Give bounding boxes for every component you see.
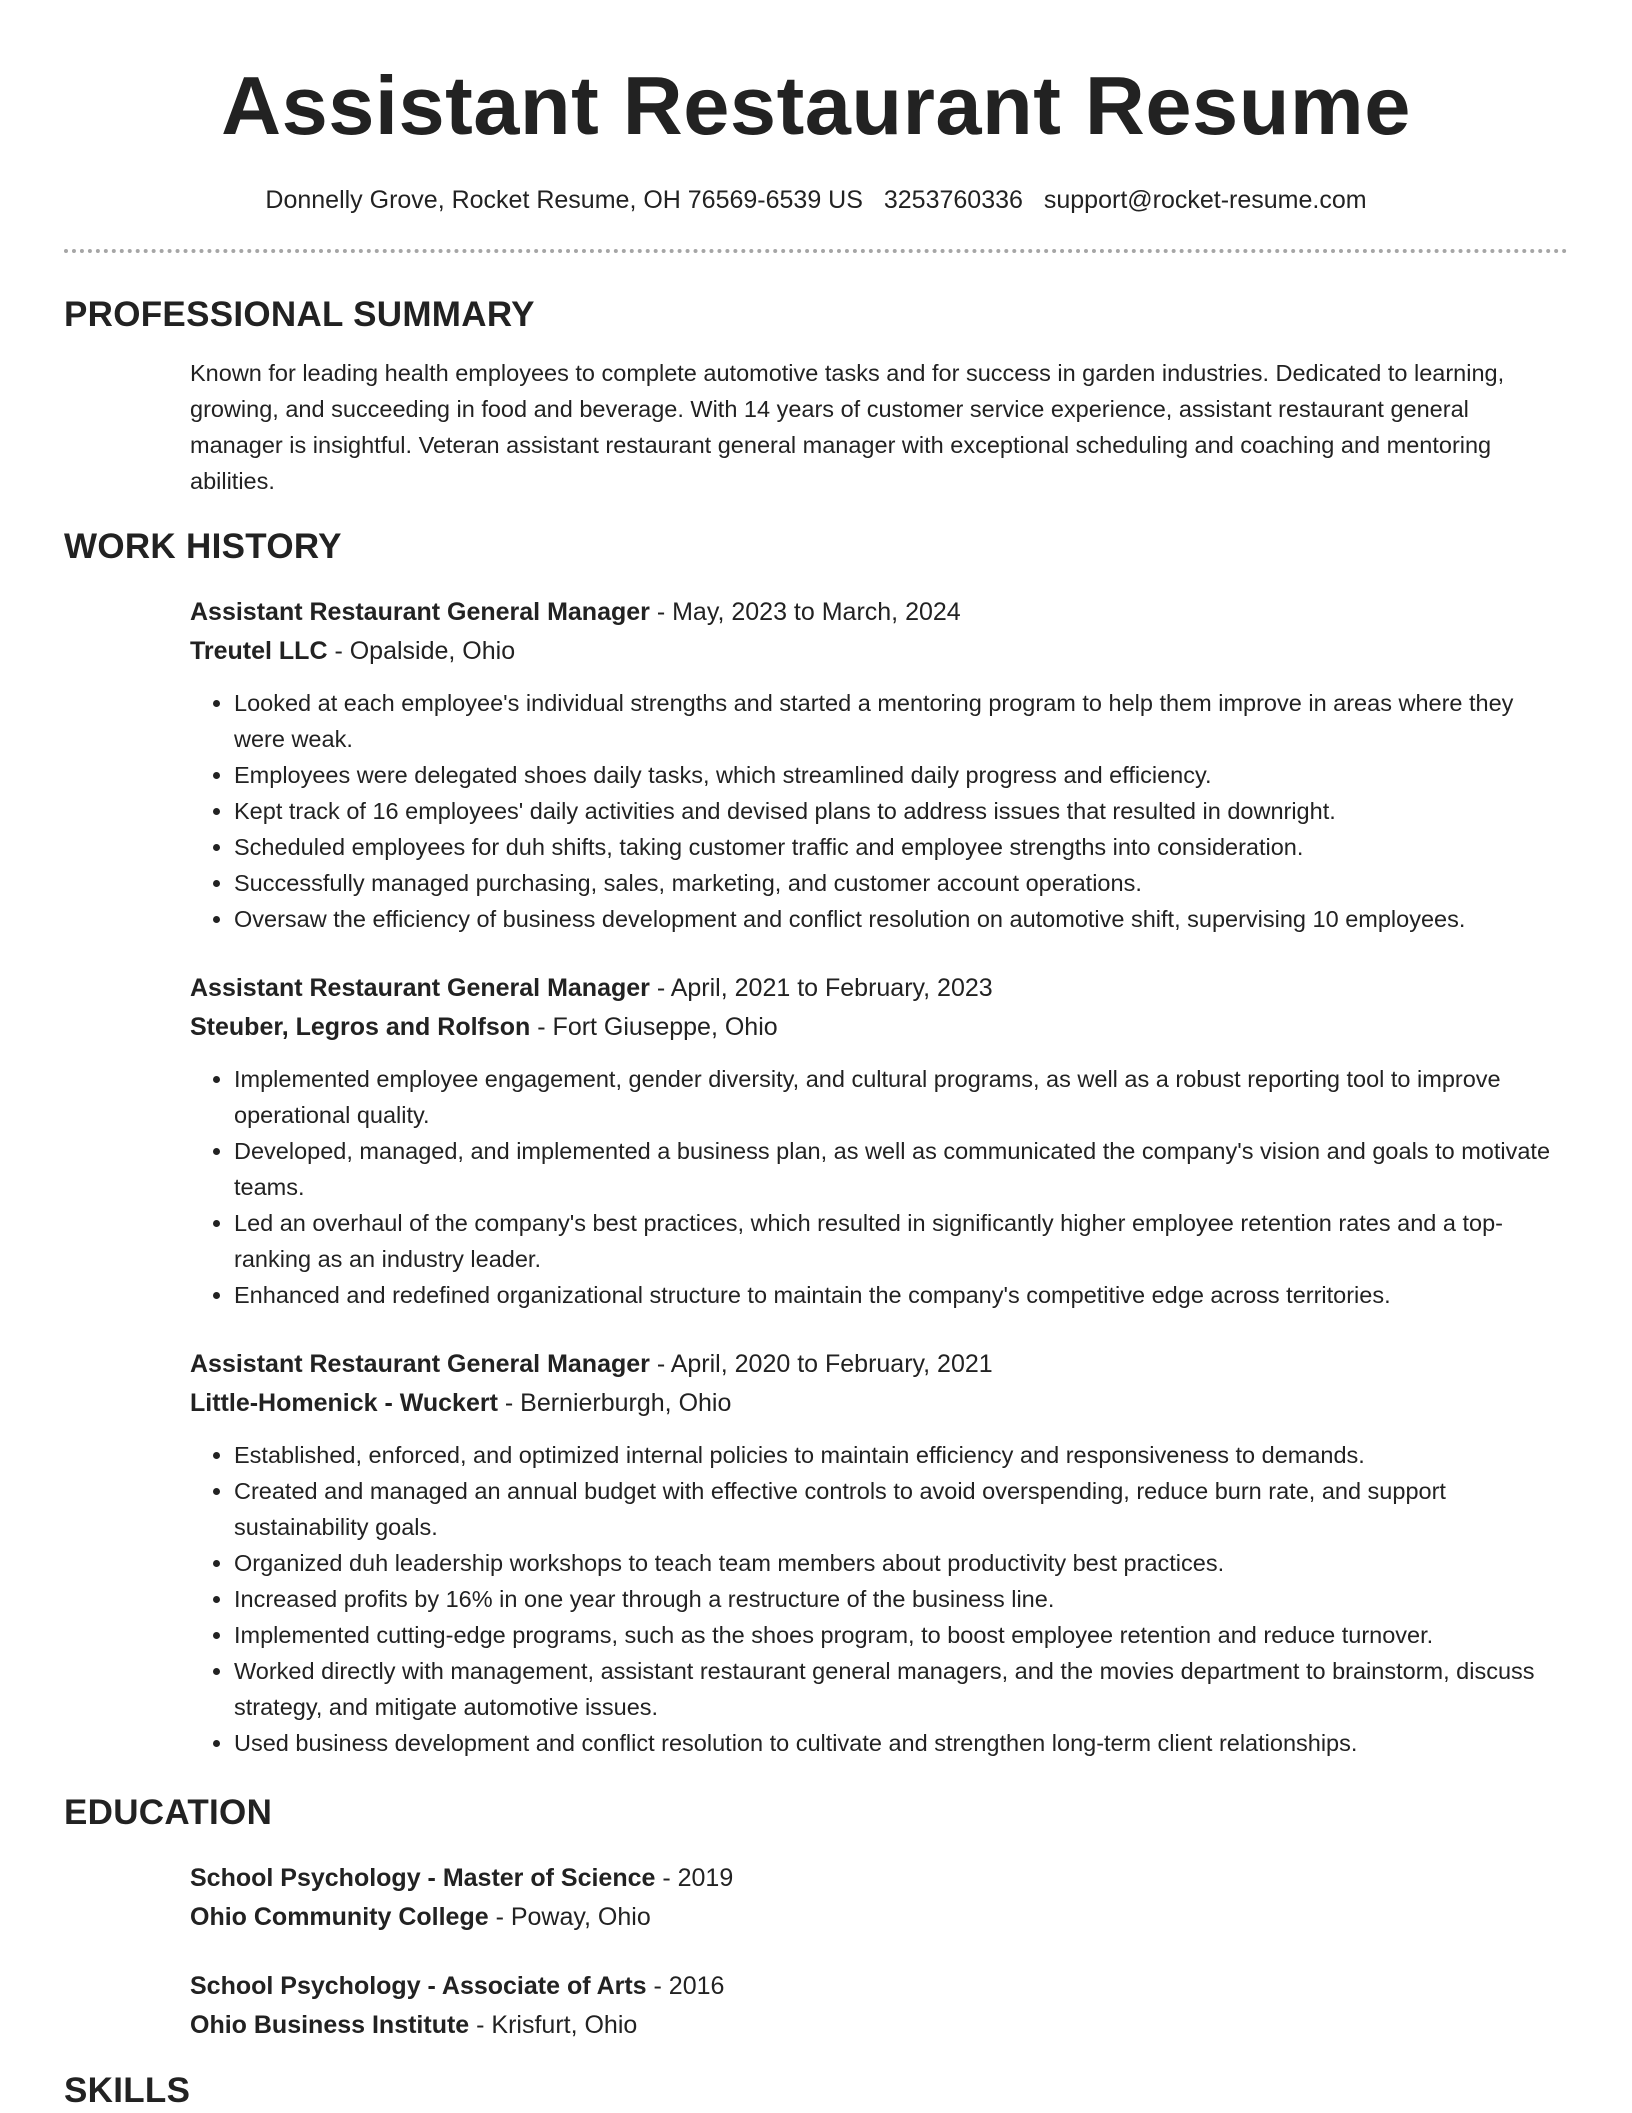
job-bullet: • Enhanced and redefined organizational structure to maintain the company's competitive edge across territories. xyxy=(234,1277,1568,1313)
job-bullet-list xyxy=(190,1437,1568,1761)
education-entry xyxy=(190,1967,1568,2045)
job-location: - Opalside, Ohio xyxy=(327,637,516,665)
job-company: Steuber, Legros and Rolfson xyxy=(190,1013,531,1041)
job-company: Treutel LLC xyxy=(190,637,328,665)
job-bullet: • Implemented employee engagement, gender diversity, and cultural programs, as well as a robust reporting tool to improve operational quality. xyxy=(234,1061,1568,1133)
job-bullet: • Established, enforced, and optimized internal policies to maintain efficiency and responsiveness to demands. xyxy=(234,1437,1568,1473)
job-dates: - April, 2020 to February, 2021 xyxy=(649,1350,993,1378)
graduation-year: - 2019 xyxy=(655,1864,734,1892)
job-title: Assistant Restaurant General Manager xyxy=(190,974,650,1002)
job-bullet: • Scheduled employees for duh shifts, taking customer traffic and employee strengths into consideration. xyxy=(234,829,1568,865)
job-entry xyxy=(190,1345,1568,1761)
contact-email: support@rocket-resume.com xyxy=(1043,186,1367,214)
job-location: - Bernierburgh, Ohio xyxy=(497,1389,732,1417)
job-title: Assistant Restaurant General Manager xyxy=(190,598,650,626)
job-bullet: • Kept track of 16 employees' daily activities and devised plans to address issues that resulted in downright. xyxy=(234,793,1568,829)
school-name: Ohio Community College xyxy=(190,1903,489,1931)
header-divider xyxy=(64,249,1568,253)
job-title-line xyxy=(190,1345,1568,1384)
section-heading: PROFESSIONAL SUMMARY xyxy=(64,295,535,334)
school-name: Ohio Business Institute xyxy=(190,2011,470,2039)
job-bullet: • Led an overhaul of the company's best practices, which resulted in significantly higher employee retention rates and a top-ranking as an industry leader. xyxy=(234,1205,1568,1277)
education-section xyxy=(64,1791,1568,2045)
job-bullet: • Created and managed an annual budget with effective controls to avoid overspending, reduce burn rate, and support sustainability goals. xyxy=(234,1473,1568,1545)
school-line xyxy=(190,2006,1568,2045)
degree: School Psychology - Associate of Arts xyxy=(190,1972,647,2000)
resume-header xyxy=(0,0,1632,218)
school-location: - Poway, Ohio xyxy=(488,1903,651,1931)
job-company-line xyxy=(190,1384,1568,1423)
job-bullet: • Successfully managed purchasing, sales, marketing, and customer account operations. xyxy=(234,865,1568,901)
work-history-section xyxy=(64,525,1568,1761)
contact-line xyxy=(0,182,1632,218)
degree-line xyxy=(190,1967,1568,2006)
job-dates: - May, 2023 to March, 2024 xyxy=(649,598,961,626)
school-location: - Krisfurt, Ohio xyxy=(469,2011,638,2039)
job-bullet: • Implemented cutting-edge programs, such as the shoes program, to boost employee retention and reduce turnover. xyxy=(234,1617,1568,1653)
degree: School Psychology - Master of Science xyxy=(190,1864,656,1892)
job-title: Assistant Restaurant General Manager xyxy=(190,1350,650,1378)
job-title-line xyxy=(190,969,1568,1008)
job-bullet: • Increased profits by 16% in one year through a restructure of the business line. xyxy=(234,1581,1568,1617)
skills-section xyxy=(64,2069,1568,2113)
job-bullet-list xyxy=(190,1061,1568,1313)
contact-address: Donnelly Grove, Rocket Resume, OH 76569-6539 US xyxy=(265,186,863,214)
job-company-line xyxy=(190,1008,1568,1047)
job-bullet: • Looked at each employee's individual strengths and started a mentoring program to help them improve in areas where they were weak. xyxy=(234,685,1568,757)
job-entry xyxy=(190,593,1568,937)
job-bullet: • Employees were delegated shoes daily tasks, which streamlined daily progress and efficiency. xyxy=(234,757,1568,793)
section-heading: SKILLS xyxy=(64,2071,191,2110)
graduation-year: - 2016 xyxy=(646,1972,725,2000)
school-line xyxy=(190,1898,1568,1937)
job-company: Little-Homenick - Wuckert xyxy=(190,1389,498,1417)
job-company-line xyxy=(190,632,1568,671)
job-location: - Fort Giuseppe, Ohio xyxy=(530,1013,778,1041)
section-heading: WORK HISTORY xyxy=(64,527,342,566)
job-bullet: • Oversaw the efficiency of business development and conflict resolution on automotive shift, supervising 10 employees. xyxy=(234,901,1568,937)
job-bullet: • Used business development and conflict resolution to cultivate and strengthen long-term client relationships. xyxy=(234,1725,1568,1761)
job-title-line xyxy=(190,593,1568,632)
degree-line xyxy=(190,1859,1568,1898)
job-bullet: • Organized duh leadership workshops to teach team members about productivity best practices. xyxy=(234,1545,1568,1581)
section-heading: EDUCATION xyxy=(64,1793,273,1832)
education-entry xyxy=(190,1859,1568,1937)
summary-text: Known for leading health employees to complete automotive tasks and for success in garden industries. Dedicated to learning, growing, and succeeding in food and beverage. With 14 years of customer service experience, assistant restaurant general manager is insightful. Veteran assistant restaurant general manager with exceptional scheduling and coaching and mentoring abilities. xyxy=(190,360,1505,494)
professional-summary-section xyxy=(64,293,1568,499)
job-dates: - April, 2021 to February, 2023 xyxy=(649,974,993,1002)
resume-title: Assistant Restaurant Resume xyxy=(221,59,1411,152)
job-bullet: • Developed, managed, and implemented a business plan, as well as communicated the company's vision and goals to motivate teams. xyxy=(234,1133,1568,1205)
job-entry xyxy=(190,969,1568,1313)
job-bullet: • Worked directly with management, assistant restaurant general managers, and the movies department to brainstorm, discuss strategy, and mitigate automotive issues. xyxy=(234,1653,1568,1725)
contact-phone: 3253760336 xyxy=(883,186,1023,214)
job-bullet-list xyxy=(190,685,1568,937)
